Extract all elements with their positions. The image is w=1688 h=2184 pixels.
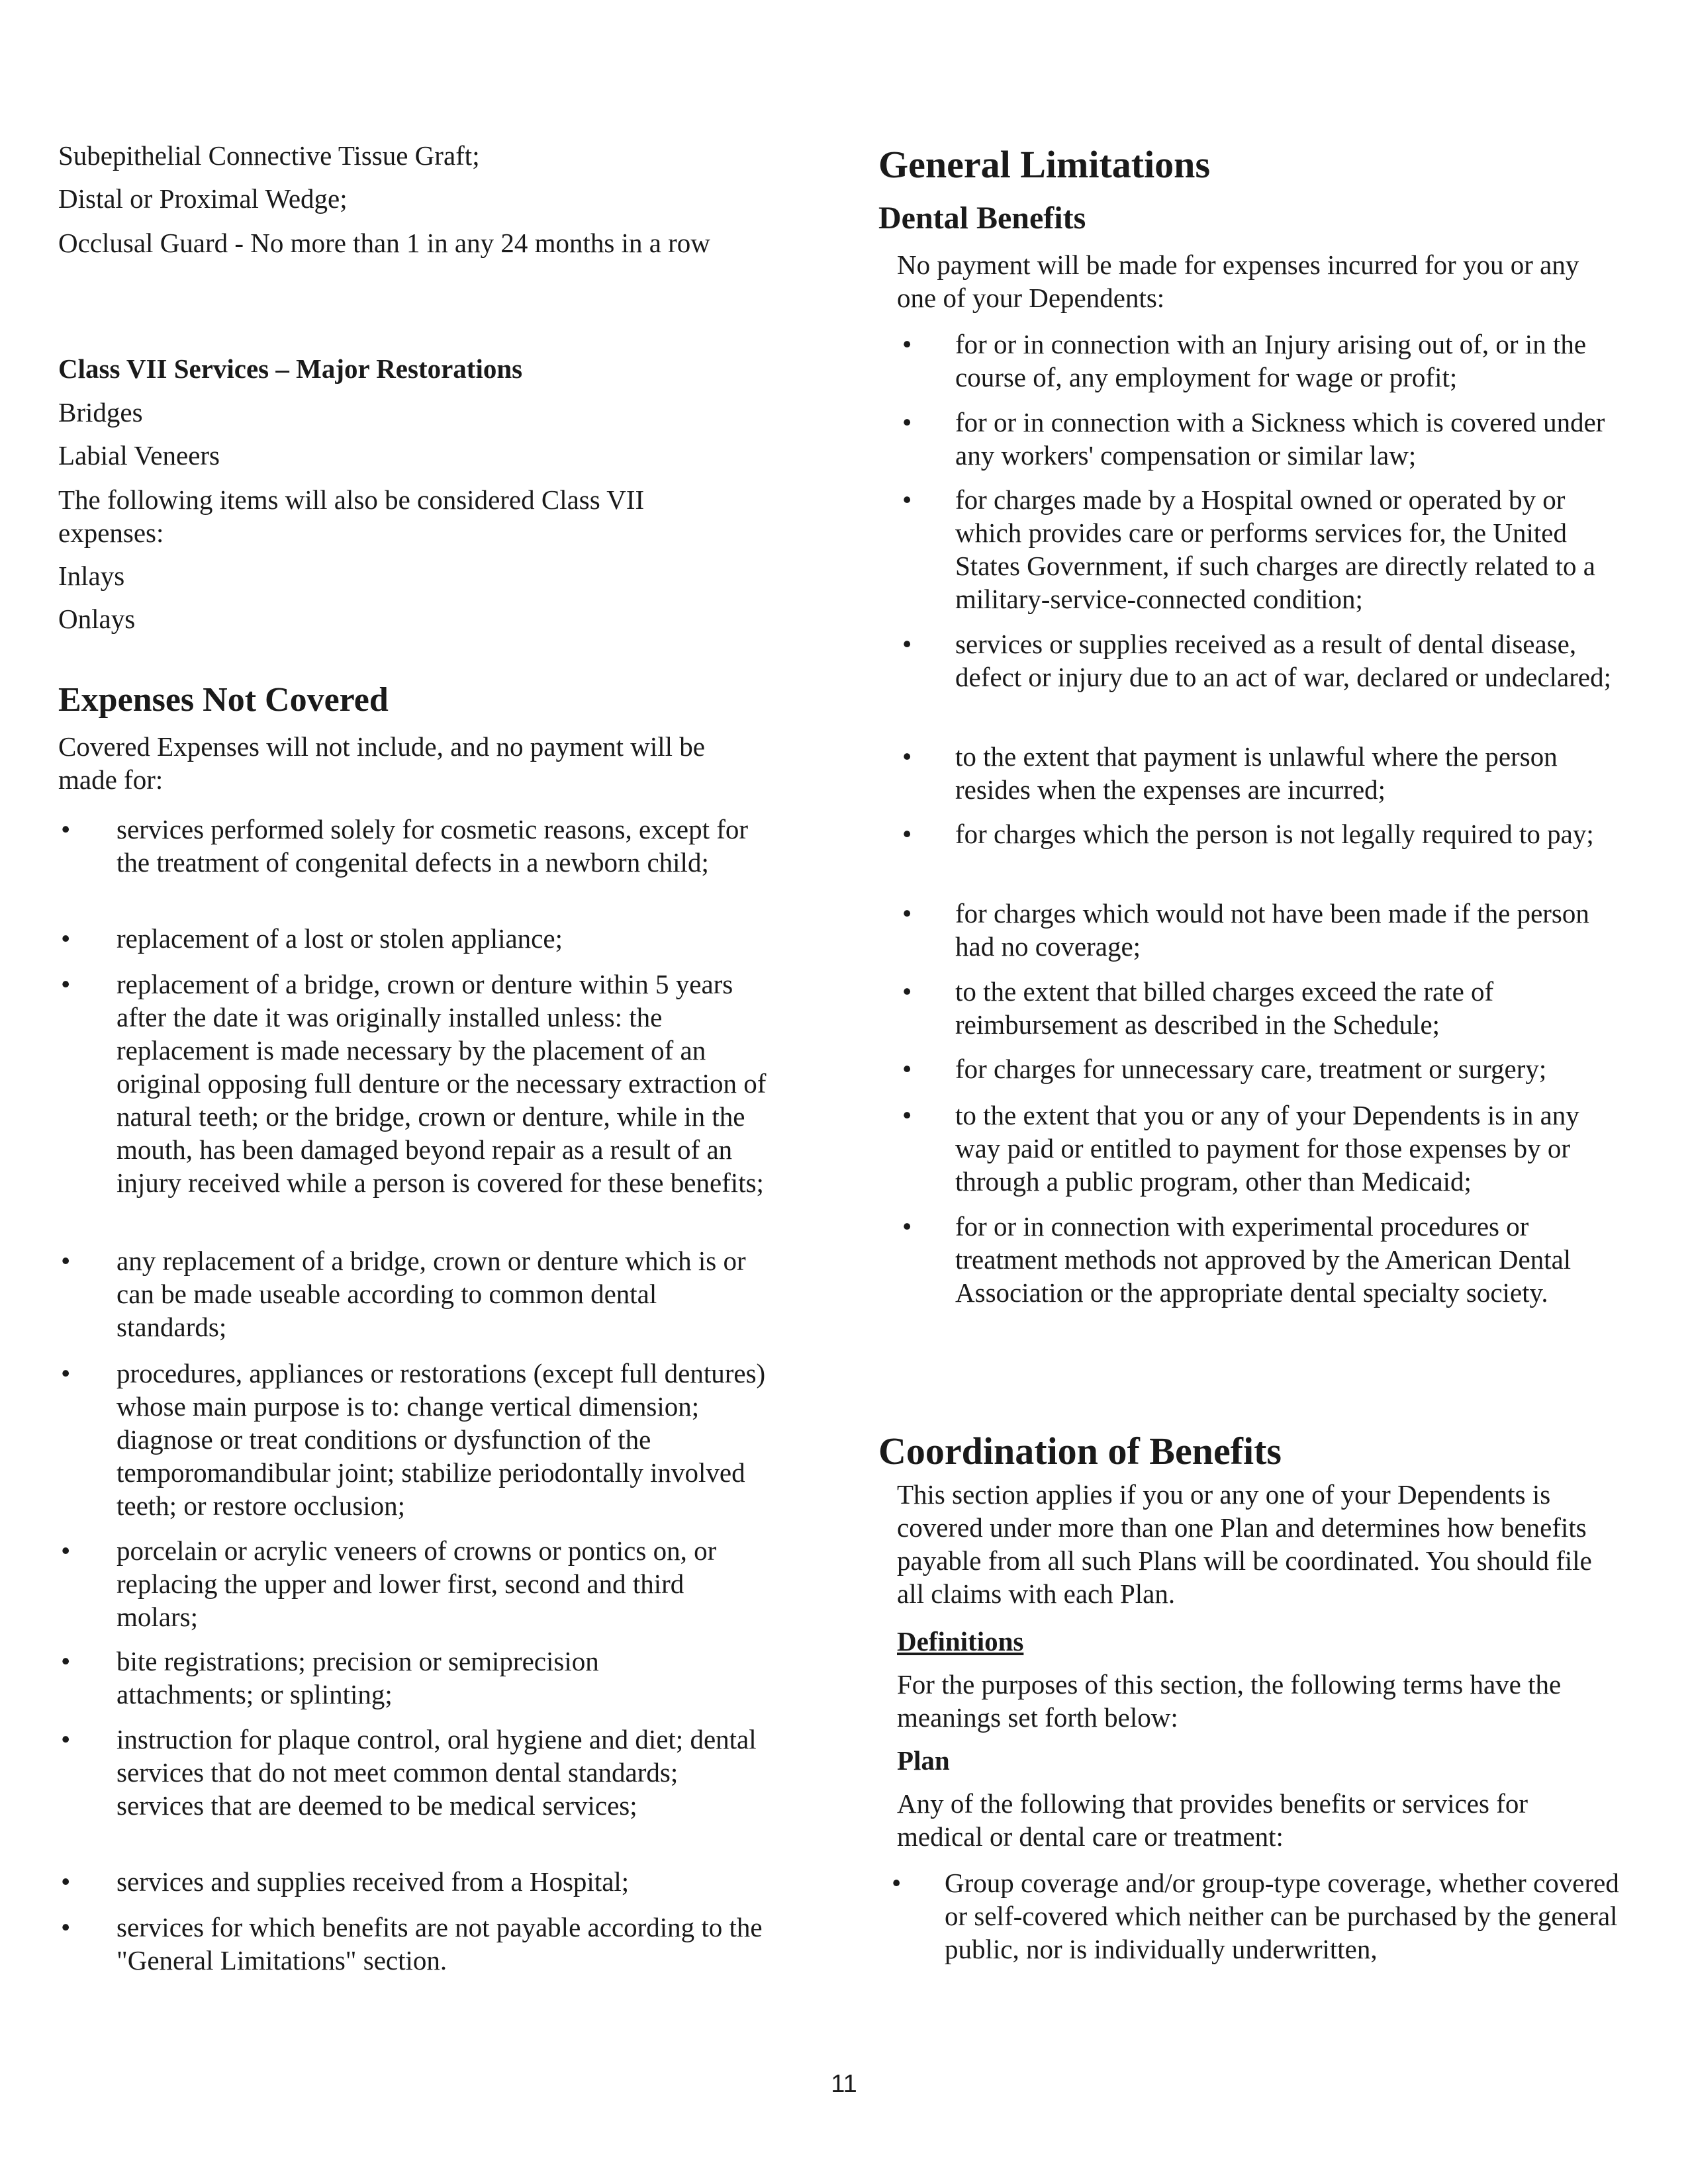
top-item: Subepithelial Connective Tissue Graft; (58, 140, 480, 171)
expense-bullet: porcelain or acrylic veneers of crowns or pontics on, or replacing the upper and lower first, second and third molars; (117, 1535, 717, 1632)
definitions-intro: For the purposes of this section, the following terms have the meanings set forth below: (897, 1669, 1562, 1733)
bullet-dot: • (61, 923, 71, 954)
limitation-bullet: to the extent that you or any of your Dependents is in any way paid or entitled to payment for those expenses by or through a public program, other than Medicaid; (955, 1100, 1579, 1197)
expense-bullet: services for which benefits are not payable according to the "General Limitations" section. (117, 1912, 763, 1976)
bullet-dot: • (902, 898, 912, 929)
bullet-dot: • (902, 1054, 912, 1084)
limitation-bullet: for charges which the person is not legally required to pay; (955, 819, 1594, 849)
class7-item: Labial Veneers (58, 440, 220, 471)
bullet-dot: • (61, 969, 71, 999)
class7-item: Bridges (58, 397, 143, 428)
limitation-bullet: for or in connection with an Injury arising out of, or in the course of, any employment for wage or profit; (955, 329, 1587, 392)
limitation-bullet: for or in connection with a Sickness which is covered under any workers' compensation or similar law; (955, 407, 1605, 471)
limitation-bullet: to the extent that billed charges exceed the rate of reimbursement as described in the Schedule; (955, 976, 1494, 1040)
limitation-bullet: services or supplies received as a result of dental disease, defect or injury due to an act of war, declared or undeclared; (955, 629, 1611, 692)
expense-bullet: bite registrations; precision or semiprecision attachments; or splinting; (117, 1646, 599, 1709)
coordination-intro: This section applies if you or any one of your Dependents is covered under more than one Plan and determines how benefits payable from all such Plans will be coordinated. You should file all claims with each Plan. (897, 1479, 1592, 1609)
plan-heading: Plan (897, 1745, 950, 1776)
limitation-bullet: for or in connection with experimental procedures or treatment methods not approved by the American Dental Association or the appropriate dental specialty society. (955, 1211, 1571, 1308)
plan-intro: Any of the following that provides benefits or services for medical or dental care or treatment: (897, 1788, 1528, 1852)
limitation-bullet: for charges for unnecessary care, treatment or surgery; (955, 1054, 1547, 1084)
bullet-dot: • (902, 1100, 912, 1130)
expenses-not-covered-heading: Expenses Not Covered (58, 681, 389, 719)
bullet-dot: • (902, 976, 912, 1007)
bullet-dot: • (902, 741, 912, 772)
plan-bullet: Group coverage and/or group-type coverage, whether covered or self-covered which neither can be purchased by the general public, nor is individually underwritten, (945, 1868, 1619, 1964)
expense-bullet: any replacement of a bridge, crown or denture which is or can be made useable according to common dental standards; (117, 1246, 746, 1342)
expense-bullet: replacement of a bridge, crown or denture within 5 years after the date it was originally installed unless: the replacement is made necessary by the placement of an original opposing full denture or the necessary extraction of natural teeth; or the bridge, crown or denture, while in the mouth, has been damaged beyond repair as a result of an injury received while a person is covered for these benefits; (117, 969, 767, 1198)
class7-heading: Class VII Services – Major Restorations (58, 353, 523, 384)
bullet-dot: • (61, 814, 71, 844)
bullet-dot: • (61, 1358, 71, 1388)
bullet-dot: • (892, 1868, 902, 1898)
limitation-bullet: to the extent that payment is unlawful where the person resides when the expenses are incurred; (955, 741, 1558, 805)
expense-bullet: replacement of a lost or stolen appliance; (117, 923, 563, 954)
bullet-dot: • (902, 329, 912, 359)
general-limitations-heading: General Limitations (878, 143, 1211, 186)
expense-bullet: procedures, appliances or restorations (except full dentures) whose main purpose is to: change vertical dimension; diagnose or treat conditions or dysfunction of the temporomandibular joint; stabilize periodontally involved teeth; or restore occlusion; (117, 1358, 766, 1521)
dental-benefits-subheading: Dental Benefits (878, 201, 1086, 236)
top-item: Distal or Proximal Wedge; (58, 183, 348, 214)
bullet-dot: • (61, 1646, 71, 1676)
class7-extra-item: Inlays (58, 561, 125, 591)
limitation-bullet: for charges which would not have been made if the person had no coverage; (955, 898, 1589, 962)
limitation-bullet: for charges made by a Hospital owned or operated by or which provides care or performs services for, the United States Government, if such charges are directly related to a military-service-connected condition; (955, 484, 1595, 614)
class7-extra-item: Onlays (58, 604, 136, 634)
top-item: Occlusal Guard - No more than 1 in any 24 months in a row (58, 228, 710, 258)
bullet-dot: • (902, 407, 912, 437)
page-number: 11 (831, 2070, 857, 2098)
general-limitations-intro: No payment will be made for expenses incurred for you or any one of your Dependents: (897, 250, 1579, 313)
bullet-dot: • (902, 1211, 912, 1242)
bullet-dot: • (902, 484, 912, 515)
bullet-dot: • (61, 1246, 71, 1276)
bullet-dot: • (902, 629, 912, 659)
expenses-intro: Covered Expenses will not include, and no payment will be made for: (58, 731, 705, 795)
bullet-dot: • (61, 1912, 71, 1942)
definitions-heading: Definitions (897, 1626, 1024, 1657)
bullet-dot: • (902, 819, 912, 849)
coordination-heading: Coordination of Benefits (878, 1430, 1282, 1473)
expense-bullet: services performed solely for cosmetic reasons, except for the treatment of congenital defects in a newborn child; (117, 814, 749, 878)
bullet-dot: • (61, 1724, 71, 1754)
expense-bullet: services and supplies received from a Hospital; (117, 1866, 630, 1897)
class7-note: The following items will also be considered Class VII expenses: (58, 484, 645, 548)
expense-bullet: instruction for plaque control, oral hygiene and diet; dental services that do not meet common dental standards; services that are deemed to be medical services; (117, 1724, 757, 1821)
bullet-dot: • (61, 1535, 71, 1566)
bullet-dot: • (61, 1866, 71, 1897)
